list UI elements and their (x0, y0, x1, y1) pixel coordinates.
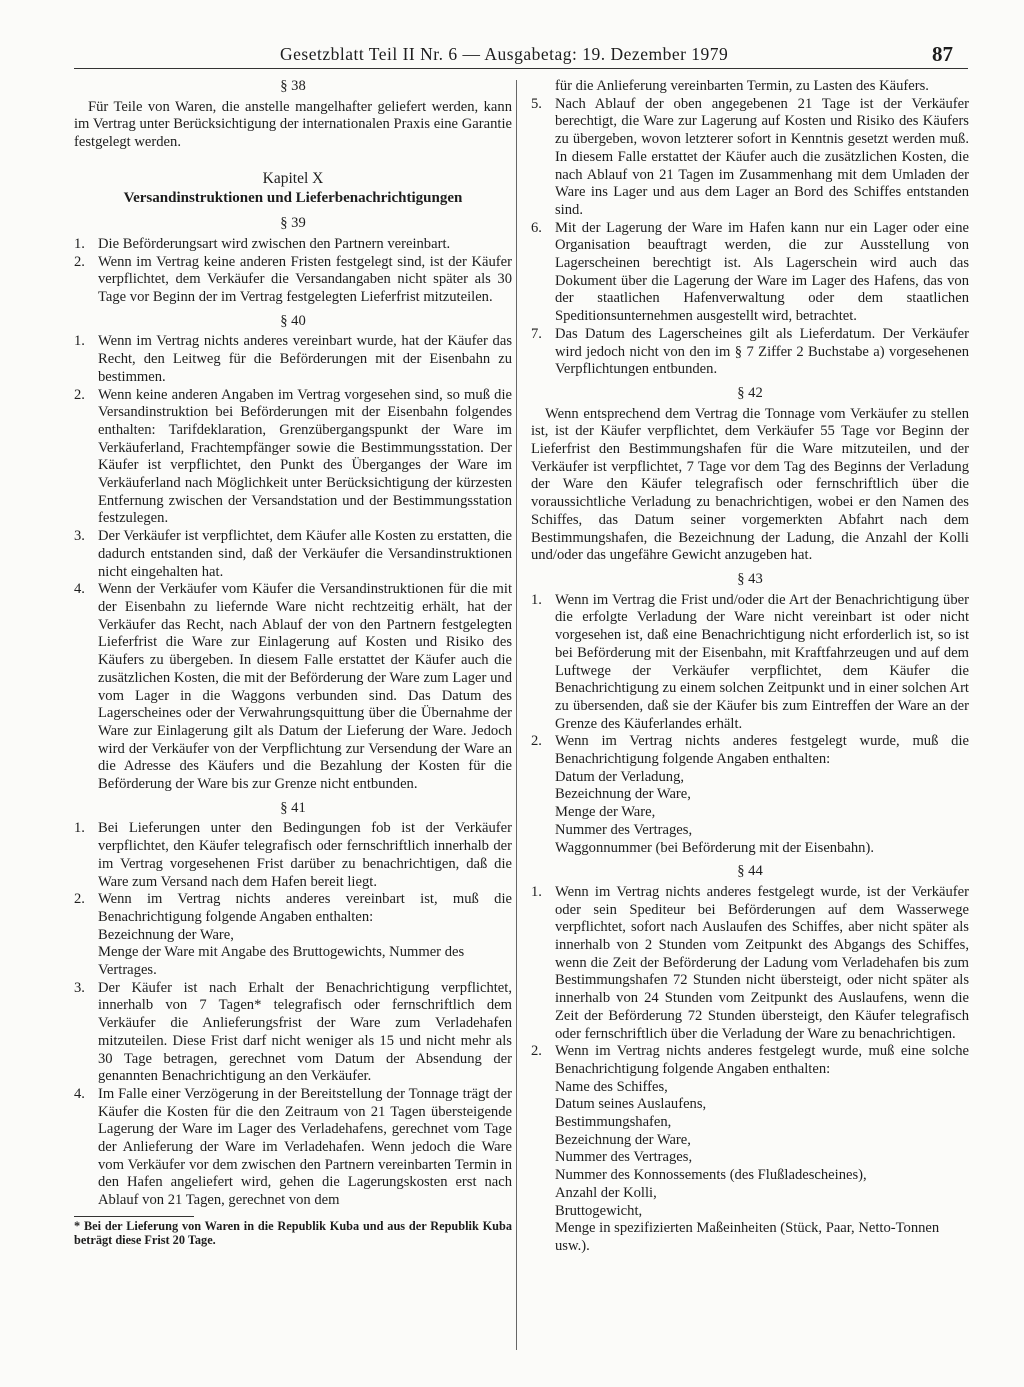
section-heading-44: § 44 (737, 863, 763, 880)
list-item (74, 980, 512, 1086)
item-number: 2. (531, 1043, 542, 1060)
item-text: Im Falle einer Verzögerung in der Bereitstellung der Tonnage trägt der Käufer die Kosten für die den Zeitraum von 21 Tagen übersteigende Lagerung der Ware im Lager des Verladehafens, gerechnet vom Tage der Anlieferung der Ware im Verladehafen. Wenn jedoch die Ware vom Verkäufer vor dem zwischen den Partnern vereinbarten Termin in den Hafen angeliefert wird, gehen die Lagerungskosten erst nach Ablauf von 21 Tagen, gerechnet von dem (98, 1085, 512, 1209)
item-text: Das Datum des Lagerscheines gilt als Lieferdatum. Der Verkäufer wird jedoch nicht von den im § 7 Ziffer 2 Buchstabe a) vorgesehenen Verpflichtungen entbunden. (555, 325, 969, 378)
item-text: Wenn keine anderen Angaben im Vertrag vorgesehen sind, so muß die Versandinstruktion bei Beförderungen mit der Eisenbahn folgendes enthalten: Tarifdeklaration, Grenzübergangspunkt der Ware im Verkäuferland, Frachtempfänger sowie die Bestimmungsstation. Der Käufer ist verpflichtet, den Punkt des Überganges der Ware im Verkäuferland nach Möglichkeit unter Berücksichtigung der kürzesten Entfernung zwischen der Versandstation und der Bestimmungsstation festzulegen. (98, 386, 512, 527)
sub-entry: Menge in spezifizierten Maßeinheiten (Stück, Paar, Netto-Tonnen usw.). (555, 1220, 940, 1254)
item-text: Mit der Lagerung der Ware im Hafen kann nur ein Lager oder eine Organisation beauftragt werden, die zur Ausstellung von Lagerscheinen berechtigt ist. Als Lagerschein wird auch das Dokument über die Lagerung der Ware im Lager des Hafens, das von der staatlichen Hafenverwaltung oder dem staatlichen Speditionsunternehmen ausgestellt wird, betrachtet. (555, 219, 969, 325)
item-text: Die Beförderungsart wird zwischen den Partnern vereinbart. (98, 235, 451, 252)
sub-entry: Menge der Ware mit Angabe des Bruttogewichts, Nummer des Vertrages. (98, 944, 465, 979)
list-item (74, 333, 512, 386)
item-number: 1. (74, 820, 85, 837)
item-number: 5. (531, 95, 542, 112)
item-number: 2. (74, 891, 85, 908)
section-heading-38: § 38 (280, 78, 306, 94)
item-text: Wenn im Vertrag nichts anderes festgelegt wurde, ist der Verkäufer oder sein Spediteur bei Beförderungen auf dem Wasserwege verpflichtet, sofort nach Auslaufen des Schiffes, aber nicht später als innerhalb von 2 Stunden vom Zeitpunkt des Abgangs des Schiffes, wenn die Zeit der Beförderung der Ladung vom Verladehafen bis zum Bestimmungshafen 72 Stunden nicht übersteigt, oder nicht später als innerhalb von 24 Stunden vom Zeitpunkt des Auslaufens, wenn die Zeit der Beförderung 72 Stunden übersteigt, den Käufer telegrafisch oder fernschriftlich über die Verladung der Ware zu benachrichtigen. (555, 883, 969, 1042)
item-intro: Wenn im Vertrag nichts anderes vereinbart ist, muß die Benachrichtigung folgende Angaben enthalten: (98, 891, 512, 925)
list-item (74, 528, 512, 581)
item-text: Wenn im Vertrag nichts anderes vereinbart wurde, hat der Käufer das Recht, den Leitweg für die Beförderungen mit der Eisenbahn zu bestimmen. (98, 333, 512, 385)
item-number: 7. (531, 325, 542, 342)
list-item (74, 254, 512, 307)
list-item (74, 581, 512, 793)
list-item (531, 733, 969, 857)
item-text: Wenn im Vertrag die Frist und/oder die Art der Benachrichtigung über die erfolgte Verladung der Ware nicht vereinbart ist oder nicht vorgesehen ist, daß eine Benachrichtigung nicht erforderlich ist, so ist bei Beförderung mit der Eisenbahn, mit Kraftfahrzeugen und auf dem Luftwege der Verkäufer verpflichtet, dem Käufer die Benachrichtigung zu einem solchen Zeitpunkt und in einer solchen Art zu übersenden, daß sie der Käufer bis zum Eintreffen der Ware an der Grenze des Käuferlandes erhält. (555, 591, 969, 732)
item-number: 1. (531, 883, 542, 900)
list-item (531, 884, 969, 1043)
item-text (98, 891, 512, 980)
list-item (74, 387, 512, 529)
list-item (531, 220, 969, 326)
list-item (531, 96, 969, 220)
section-heading-43: § 43 (737, 570, 763, 587)
item-number: 3. (74, 528, 85, 545)
section-heading-40: § 40 (280, 312, 306, 329)
sub-entry: Name des Schiffes, (555, 1078, 668, 1095)
item-number: 4. (74, 581, 85, 598)
sub-entry: Bestimmungshafen, (555, 1114, 672, 1131)
sub-entry: Nummer des Vertrages, (555, 1149, 693, 1166)
list-item (531, 326, 969, 379)
item-text: Der Verkäufer ist verpflichtet, dem Käufer alle Kosten zu erstatten, die dadurch entstanden sind, daß der Verkäufer die Versandinstruktionen nicht eingehalten hat. (98, 528, 512, 580)
item-number: 1. (74, 235, 85, 252)
item-number: 4. (74, 1085, 85, 1102)
section-39-list (74, 236, 512, 307)
section-heading-39: § 39 (280, 215, 306, 232)
item-number: 2. (74, 386, 85, 403)
list-item (531, 592, 969, 734)
left-column (74, 78, 512, 1247)
item-text (555, 733, 969, 857)
sub-entry: Datum seines Auslaufens, (555, 1096, 707, 1113)
header-title: Gesetzblatt Teil II Nr. 6 — Ausgabetag: 19. Dezember 1979 (280, 44, 729, 64)
list-item (74, 820, 512, 891)
header-rule (74, 68, 968, 69)
item-number: 3. (74, 979, 85, 996)
chapter-label: Kapitel X (262, 169, 324, 187)
list-item (531, 78, 969, 96)
section-42-text: Wenn entsprechend dem Vertrag die Tonnage vom Verkäufer zu stellen ist, ist der Käufer verpflichtet, dem Verkäufer 55 Tage vor Beginn der Lieferfrist den Bestimmungshafen für die Ware mitzuteilen, und der Verkäufer ist verpflichtet, 7 Tage vor dem Tag des Beginns der Verladung der Ware den Käufer telegrafisch oder fernschriftlich über die voraussichtliche Verladung zu benachrichtigen, wobei er den Namen des Schiffes, das Datum seiner vorgemerkten Abfahrt nach dem Bestimmungshafen, die Bezeichnung der Ladung, die Anzahl der Kolli und/oder das ungefähre Gewicht anzugeben hat. (531, 405, 969, 564)
sub-entry: Anzahl der Kolli, (555, 1184, 657, 1201)
sub-entry: Nummer des Vertrages, (555, 821, 693, 838)
item-number: 2. (531, 733, 542, 750)
list-item (74, 236, 512, 254)
item-text: Wenn im Vertrag keine anderen Fristen festgelegt sind, ist der Käufer verpflichtet, dem Verkäufer die Versandangaben nicht später als 30 Tage vor Beginn der im Vertrag festgelegten Lieferfrist mitzuteilen. (98, 253, 512, 306)
item-text: Wenn der Verkäufer vom Käufer die Versandinstruktionen für die mit der Eisenbahn zu liefernde Ware nicht rechtzeitig erhält, hat der Verkäufer das Recht, nach Ablauf der von den Partnern festgelegten Lieferfrist die Ware zur Einlagerung auf Kosten und Risiko des Käufers zu übergeben. In diesem Falle erstattet der Käufer auch die zusätzlichen Kosten, die mit der Beförderung der Ware zum Lager und vom Lager in die Waggons verbunden sind. Das Datum des Lagerscheines oder der Verwahrungsquittung über die Übernahme der Ware zur Einlagerung gilt als Datum der Lieferung der Ware. Jedoch wird der Verkäufer von der Verpflichtung zur Versendung der Ware an die Adresse des Käufers und die Bezahlung der Kosten für die Beförderung der Ware bis zur Grenze nicht entbunden. (98, 581, 512, 793)
item-intro: Wenn im Vertrag nichts anderes festgelegt wurde, muß die Benachrichtigung folgende Angaben enthalten: (555, 733, 969, 768)
footnote: * Bei der Lieferung von Waren in die Republik Kuba und aus der Republik Kuba beträgt diese Frist 20 Tage. (74, 1218, 512, 1247)
item-text-continued: für die Anlieferung vereinbarten Termin, zu Lasten des Käufers. (555, 78, 929, 94)
section-38-text: Für Teile von Waren, die anstelle mangelhafter geliefert werden, kann im Vertrag unter Berücksichtigung der internationalen Praxis eine Garantie festgelegt werden. (74, 98, 512, 151)
section-40-list (74, 333, 512, 793)
chapter-title: Versandinstruktionen und Lieferbenachrichtigungen (123, 189, 463, 206)
item-intro: Wenn im Vertrag nichts anderes festgelegt wurde, muß eine solche Benachrichtigung folgende Angaben enthalten: (555, 1043, 969, 1077)
column-divider (516, 80, 517, 1350)
section-41-list (74, 820, 512, 1209)
section-heading-41: § 41 (280, 799, 306, 816)
page-header (0, 0, 1024, 70)
item-number: 1. (531, 591, 542, 608)
item-number: 1. (74, 333, 85, 350)
item-number: 2. (74, 253, 85, 270)
page-number: 87 (932, 42, 953, 66)
section-heading-42: § 42 (737, 384, 763, 401)
section-41-list-continued (531, 78, 969, 379)
sub-entry: Bezeichnung der Ware, (555, 1131, 691, 1148)
list-item (531, 1043, 969, 1255)
sub-entry: Waggonnummer (bei Beförderung mit der Eisenbahn). (555, 839, 874, 856)
list-item (74, 891, 512, 980)
item-text (555, 1043, 969, 1255)
footnote-rule (74, 1216, 194, 1217)
item-text: Der Käufer ist nach Erhalt der Benachrichtigung verpflichtet, innerhalb von 7 Tagen* telegrafisch oder fernschriftlich dem Verkäufer die Anlieferungsfrist der Ware zum Verladehafen mitzuteilen. Diese Frist darf nicht weniger als 15 und nicht mehr als 30 Tage betragen, gerechnet vom Datum der Absendung der genannten Benachrichtigung an den Verkäufer. (98, 979, 512, 1085)
item-text: Bei Lieferungen unter den Bedingungen fob ist der Verkäufer verpflichtet, den Käufer telegrafisch oder fernschriftlich innerhalb der im Vertrag vorgesehenen Frist darüber zu benachrichtigen, daß die Ware zum Versand nach dem Hafen bereit liegt. (98, 820, 512, 890)
sub-entry: Datum der Verladung, (555, 768, 685, 785)
sub-entry: Bezeichnung der Ware, (555, 786, 691, 803)
sub-entry: Menge der Ware, (555, 804, 656, 821)
section-44-list (531, 884, 969, 1256)
right-column (531, 78, 969, 1256)
section-43-list (531, 592, 969, 858)
item-text: Nach Ablauf der oben angegebenen 21 Tage ist der Verkäufer berechtigt, die Ware zur Lagerung auf Kosten und Risiko des Käufers zu übergeben, wovon letzterer sofort in Kenntnis gesetzt werden muß. In diesem Falle erstattet der Käufer auch die zusätzlichen Kosten, die nach Ablauf von 21 Tagen im Zusammenhang mit dem Umladen der Ware ins Lager und aus dem Lager an Bord des Schiffes entstanden sind. (555, 95, 969, 218)
sub-entry: Bezeichnung der Ware, (98, 926, 234, 943)
sub-entry: Bruttogewicht, (555, 1202, 643, 1219)
list-item (74, 1086, 512, 1210)
item-number: 6. (531, 219, 542, 236)
sub-entry: Nummer des Konnossements (des Flußladescheines), (555, 1167, 867, 1184)
